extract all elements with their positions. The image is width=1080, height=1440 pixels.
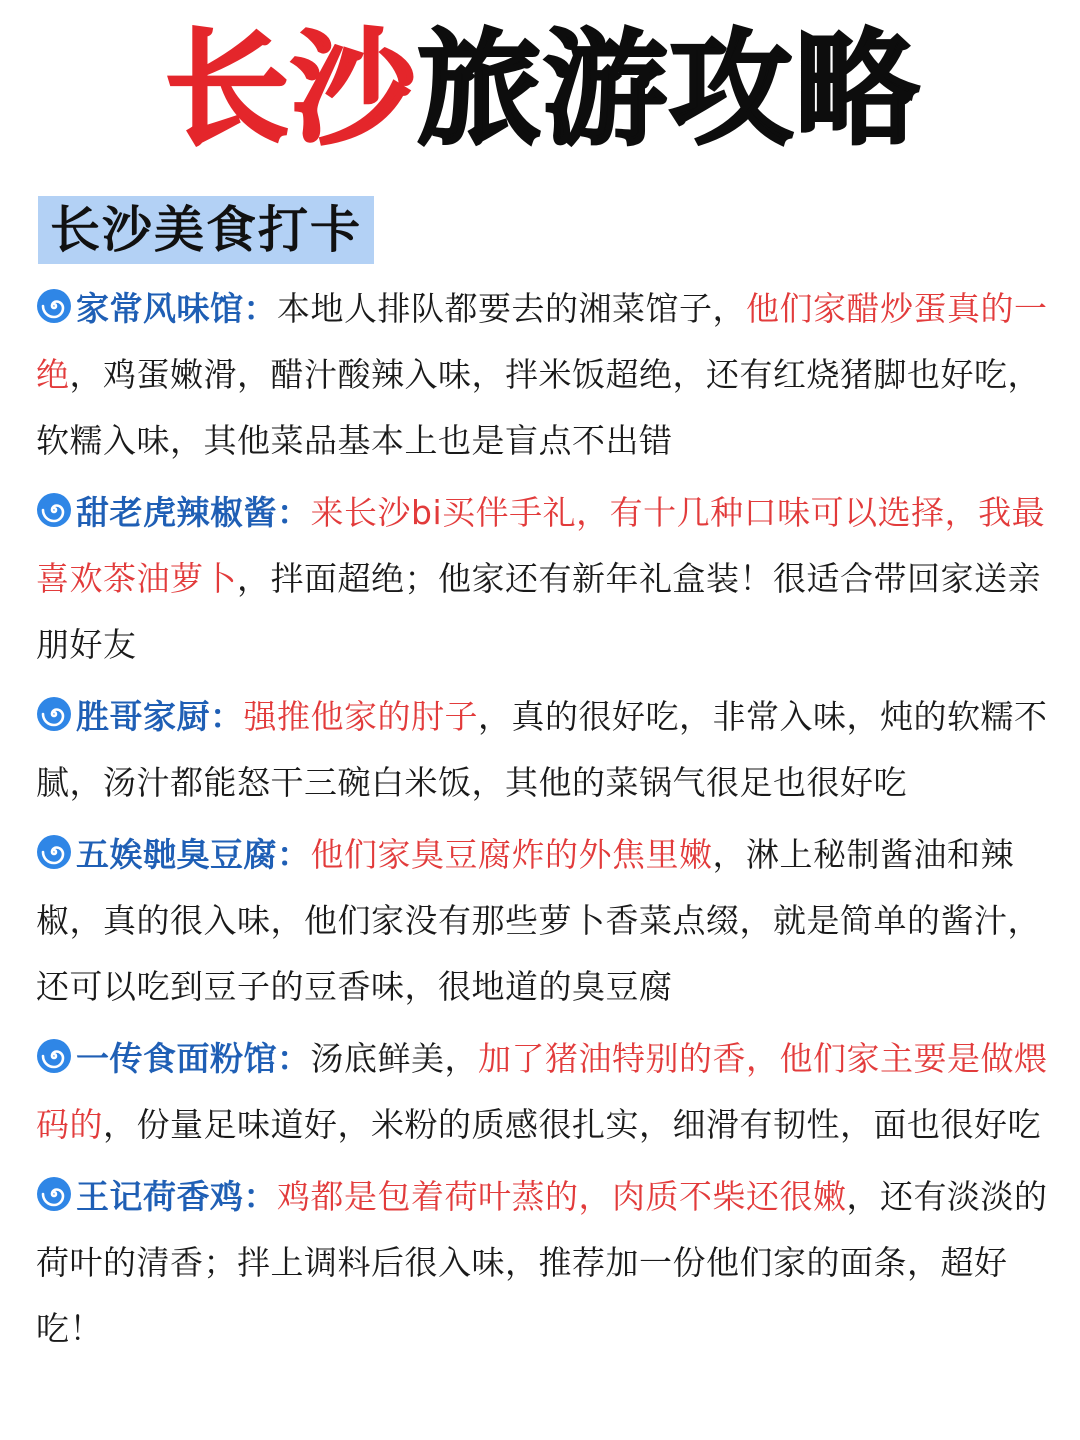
entry-text: ，份量足味道好，米粉的质感很扎实，细滑有韧性，面也很好吃 bbox=[103, 1105, 1041, 1144]
cyclone-icon bbox=[36, 288, 72, 324]
entry-text: ，真的很好吃，非常入味，炖的软糯不腻，汤汁都能怒干三碗白米饭，其他的菜锅气很足也很好吃 bbox=[36, 697, 1048, 802]
page-title bbox=[36, 0, 1050, 162]
list-item bbox=[36, 684, 1050, 816]
entry-highlight: 他们家臭豆腐炸的外焦里嫩 bbox=[310, 835, 713, 874]
entry-text: ，淋上秘制酱油和辣椒，真的很入味，他们家没有那些萝卜香菜点缀，就是简单的酱汁，还可以吃到豆子的豆香味，很地道的臭豆腐 bbox=[36, 835, 1041, 1006]
cyclone-icon bbox=[36, 1038, 72, 1074]
list-item bbox=[36, 276, 1050, 474]
list-item bbox=[36, 1026, 1050, 1158]
restaurant-name: 王记荷香鸡： bbox=[76, 1177, 277, 1216]
list-item bbox=[36, 822, 1050, 1020]
entry-highlight: 加了猪油特别的香，他们家主要是做煨码的 bbox=[36, 1039, 1048, 1144]
entry-highlight: 强推他家的肘子 bbox=[243, 697, 478, 736]
cyclone-icon bbox=[36, 1176, 72, 1212]
entry-highlight: 来长沙bi买伴手礼，有十几种口味可以选择，我最喜欢茶油萝卜 bbox=[36, 493, 1046, 598]
entry-text: 本地人排队都要去的湘菜馆子， bbox=[277, 289, 746, 328]
restaurant-name: 胜哥家厨： bbox=[76, 697, 244, 736]
entry-text: 汤底鲜美， bbox=[310, 1039, 478, 1078]
section-heading: 长沙美食打卡 bbox=[38, 196, 374, 264]
entry-highlight: 鸡都是包着荷叶蒸的，肉质不柴还很嫩 bbox=[277, 1177, 847, 1216]
cyclone-icon bbox=[36, 834, 72, 870]
list-item bbox=[36, 1164, 1050, 1362]
list-item bbox=[36, 480, 1050, 678]
entry-text: ，还有淡淡的荷叶的清香；拌上调料后很入味，推荐加一份他们家的面条，超好吃！ bbox=[36, 1177, 1048, 1348]
title-city: 长沙 bbox=[164, 18, 417, 162]
restaurant-name: 甜老虎辣椒酱： bbox=[76, 493, 311, 532]
entry-text: ，拌面超绝；他家还有新年礼盒装！很适合带回家送亲朋好友 bbox=[36, 559, 1041, 664]
restaurant-name: 一传食面粉馆： bbox=[76, 1039, 311, 1078]
restaurant-name: 五娭毑臭豆腐： bbox=[76, 835, 311, 874]
entry-list bbox=[36, 276, 1050, 1362]
cyclone-icon bbox=[36, 696, 72, 732]
restaurant-name: 家常风味馆： bbox=[76, 289, 277, 328]
cyclone-icon bbox=[36, 492, 72, 528]
entry-highlight: 他们家醋炒蛋真的一绝 bbox=[36, 289, 1048, 394]
title-guide: 旅游攻略 bbox=[417, 18, 922, 162]
entry-text: ，鸡蛋嫩滑，醋汁酸辣入味，拌米饭超绝，还有红烧猪脚也好吃，软糯入味，其他菜品基本上也是盲点不出错 bbox=[36, 355, 1041, 460]
